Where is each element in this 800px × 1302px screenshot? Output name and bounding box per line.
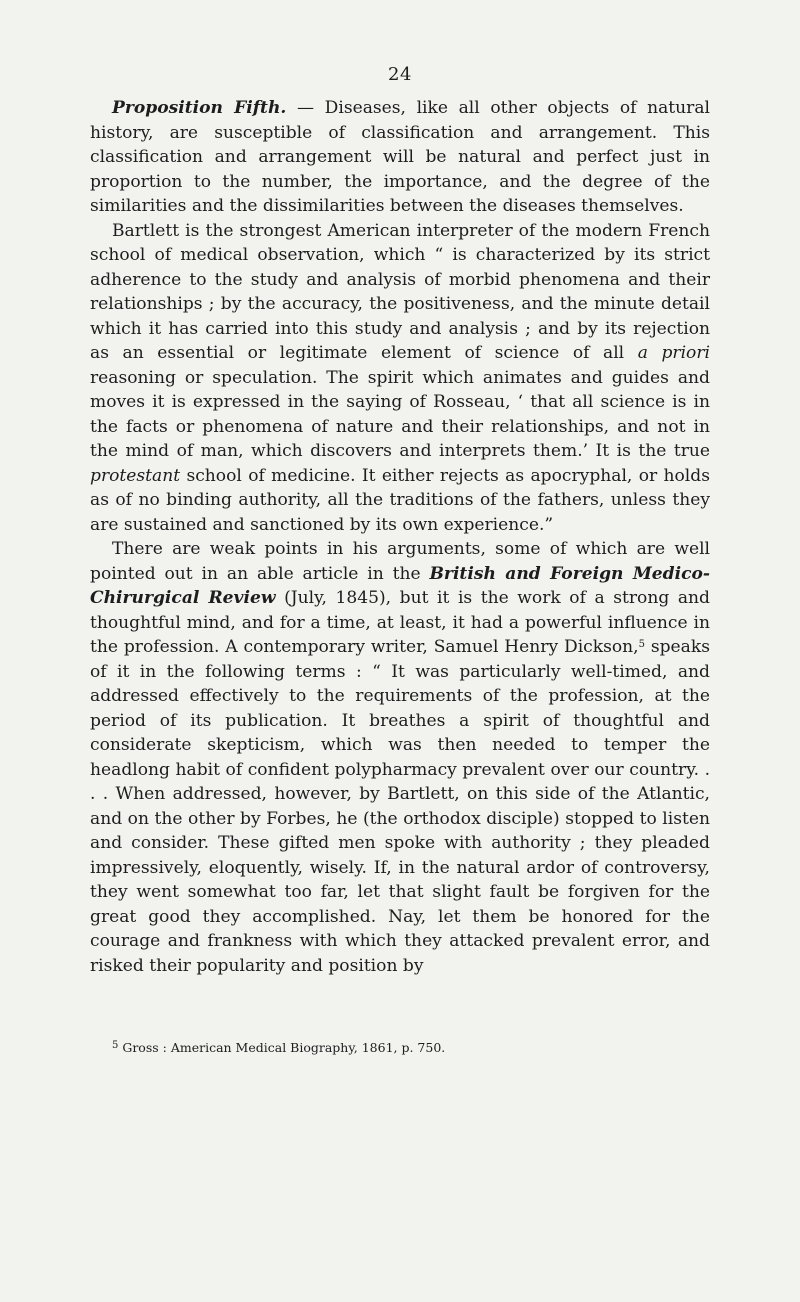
paragraph-proposition (90, 96, 710, 219)
paragraph-weak-points (90, 537, 710, 978)
page-number: 24 (388, 64, 412, 85)
weak-points-text-2: (July, 1845), but it is the work of a strong and thoughtful mind, and for a time, at least, it had a powerful influence in the profession. A contemporary writer, Samuel Henry Dickson, (90, 588, 710, 657)
footnote (92, 1040, 712, 1056)
bartlett-text-3: school of medicine. It either rejects as apocryphal, or holds as of no binding authority, all the traditions of the fathers, unless they are sustained and sanctioned by its own experience.” (90, 465, 710, 535)
weak-points-text-3: speaks of it in the following terms : “ It was particularly well-timed, and addressed effectively to the requirements of the profession, at the period of its publication. It breathes a spirit of thoughtful and considerate skepticism, which was then needed to temper the headlong habit of confident polypharmacy prevalent over our country. . . . When addressed, however, by Bartlett, on this side of the Atlantic, and on the other by Forbes, he (the orthodox disciple) stopped to listen and consider. These gifted men spoke with authority ; they pleaded impressively, eloquently, wisely. If, in the natural ardor of controversy, they went somewhat too far, let that slight fault be forgiven for the great good they accomplished. Nay, let them be honored for the courage and frankness with which they attacked prevalent error, and risked their popularity and position by (90, 637, 710, 976)
body-text (90, 96, 710, 978)
journal-title: British and Foreign Medico-Chirurgical Review (90, 563, 710, 608)
weak-points-text-1: There are weak points in his arguments, some of which are well pointed out in an able article in the (90, 539, 710, 584)
footnote-marker: 5 (112, 1040, 119, 1051)
paragraph-bartlett (90, 219, 710, 538)
a-priori-term: a priori (637, 343, 710, 363)
footnote-reference: 5 (638, 639, 645, 650)
bartlett-text-2: reasoning or speculation. The spirit which animates and guides and moves it is expressed in the saying of Rosseau, ‘ that all science is in the facts or phenomena of nature and their relationships, and not in the mind of man, which discovers and interprets them.’ It is the true (90, 367, 710, 461)
protestant-term: protestant (90, 465, 181, 486)
proposition-title: Proposition Fifth. (112, 98, 287, 118)
proposition-text: — Diseases, like all other objects of natural history, are susceptible of classification and arrangement. This classification and arrangement will be natural and perfect just in proportion to the number, the importance, and the degree of the similarities and the dissimilarities between the diseases themselves. (90, 98, 710, 216)
bartlett-text-1: Bartlett is the strongest American interpreter of the modern French school of medical observation, which “ is characterized by its strict adherence to the study and analysis of morbid phenomena and their relationships ; by the accuracy, the positiveness, and the minute detail which it has carried into this study and analysis ; and by its rejection as an essential or legitimate element of science of all (90, 220, 710, 363)
footnote-text: Gross : American Medical Biography, 1861, p. 750. (118, 1040, 446, 1055)
